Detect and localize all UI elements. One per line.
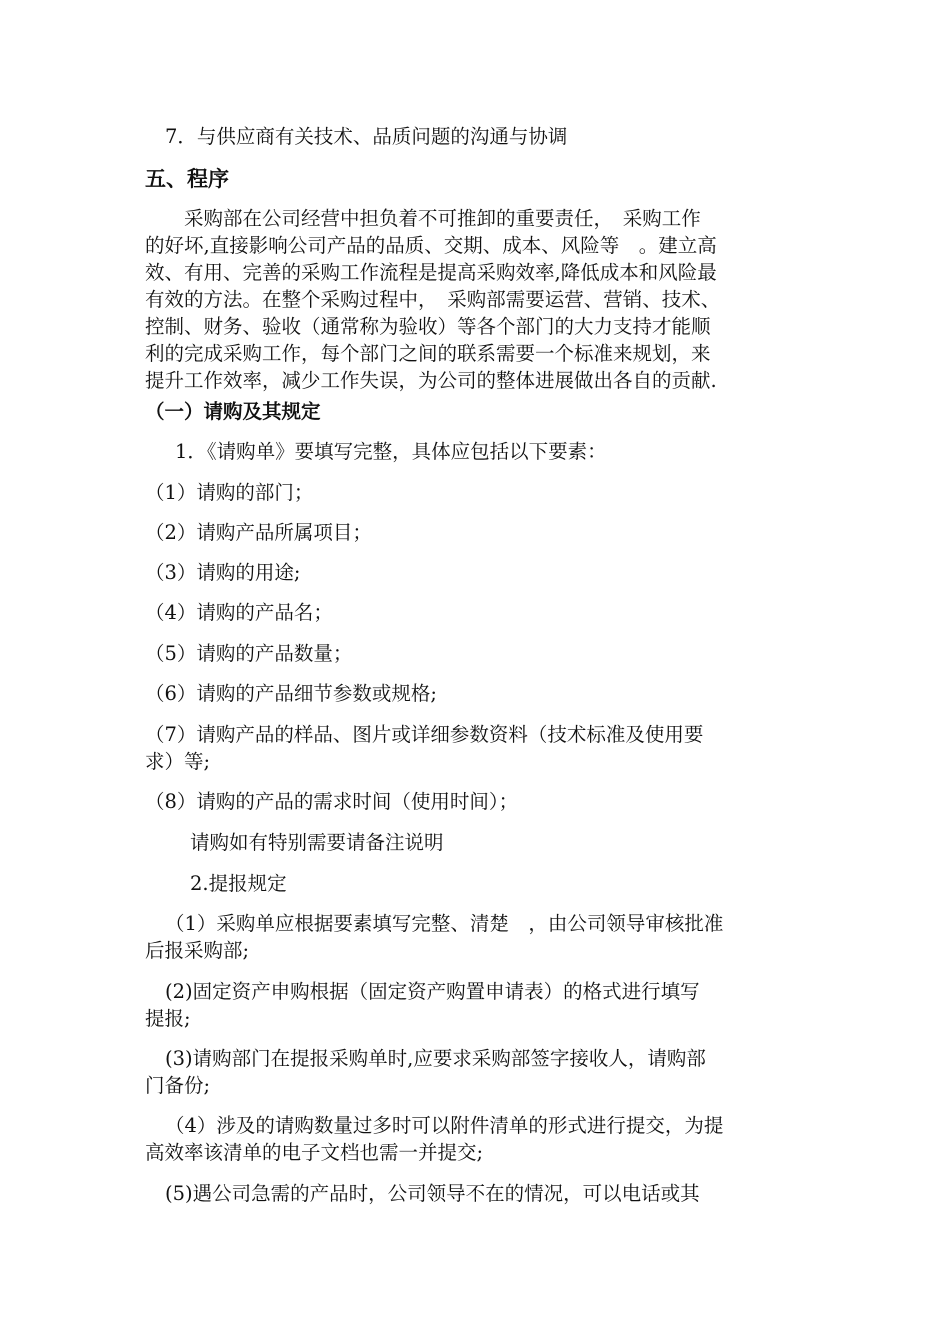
list-item: （7）请购产品的样品、图片或详细参数资料（技术标准及使用要 (145, 723, 704, 746)
section-5-heading: 五、程序 (145, 167, 229, 191)
intro-line: 的好坏,直接影响公司产品的品质、交期、成本、风险等 。建立高 (145, 234, 717, 257)
rule-line-continuation: 高效率该清单的电子文档也需一并提交; (145, 1141, 484, 1164)
intro-line: 采购部在公司经营中担负着不可推卸的重要责任， 采购工作 (145, 207, 701, 230)
intro-line: 有效的方法。在整个采购过程中， 采购部需要运营、营销、技术、 (145, 288, 721, 311)
list-item: （2）请购产品所属项目； (145, 521, 372, 544)
req-form-intro: 1．《请购单》要填写完整，具体应包括以下要素： (175, 440, 607, 463)
list-item: （5）请购的产品数量； (145, 642, 353, 665)
list-item: （1）请购的部门； (145, 481, 314, 504)
subsection-1-heading: （一）请购及其规定 (145, 400, 321, 423)
intro-line: 利的完成采购工作，每个部门之间的联系需要一个标准来规划，来 (145, 342, 711, 365)
intro-line: 效、有用、完善的采购工作流程是提高采购效率,降低成本和风险最 (145, 261, 717, 284)
list-item-continuation: 求）等; (145, 750, 211, 773)
list-item: （3）请购的用途; (145, 561, 301, 584)
rule-line-continuation: 提报; (145, 1007, 191, 1030)
list-item: （6）请购的产品细节参数或规格; (145, 682, 437, 705)
list-item: （8）请购的产品的需求时间（使用时间）； (145, 790, 519, 813)
rule-line-continuation: 后报采购部; (145, 939, 250, 962)
intro-line: 控制、财务、验收（通常称为验收）等各个部门的大力支持才能顺 (145, 315, 711, 338)
rule-line: （4）涉及的请购数量过多时可以附件清单的形式进行提交，为提 (165, 1114, 724, 1137)
rule-line-continuation: 门备份; (145, 1074, 211, 1097)
rule-line: (5)遇公司急需的产品时，公司领导不在的情况，可以电话或其 (165, 1182, 700, 1205)
rule-line: (2)固定资产申购根据（固定资产购置申请表）的格式进行填写 (165, 980, 700, 1003)
intro-line: 提升工作效率，减少工作失误，为公司的整体进展做出各自的贡献. (145, 369, 717, 392)
rule-line: （1）采购单应根据要素填写完整、清楚 ，由公司领导审核批准 (165, 912, 724, 935)
remark-text: 请购如有特别需要请备注说明 (190, 831, 444, 854)
item-7-text: 7．与供应商有关技术、品质问题的沟通与协调 (165, 125, 568, 148)
rule-line: (3)请购部门在提报采购单时,应要求采购部签字接收人，请购部 (165, 1047, 706, 1070)
submit-rules-heading: 2.提报规定 (190, 872, 287, 895)
list-item: （4）请购的产品名； (145, 601, 333, 624)
